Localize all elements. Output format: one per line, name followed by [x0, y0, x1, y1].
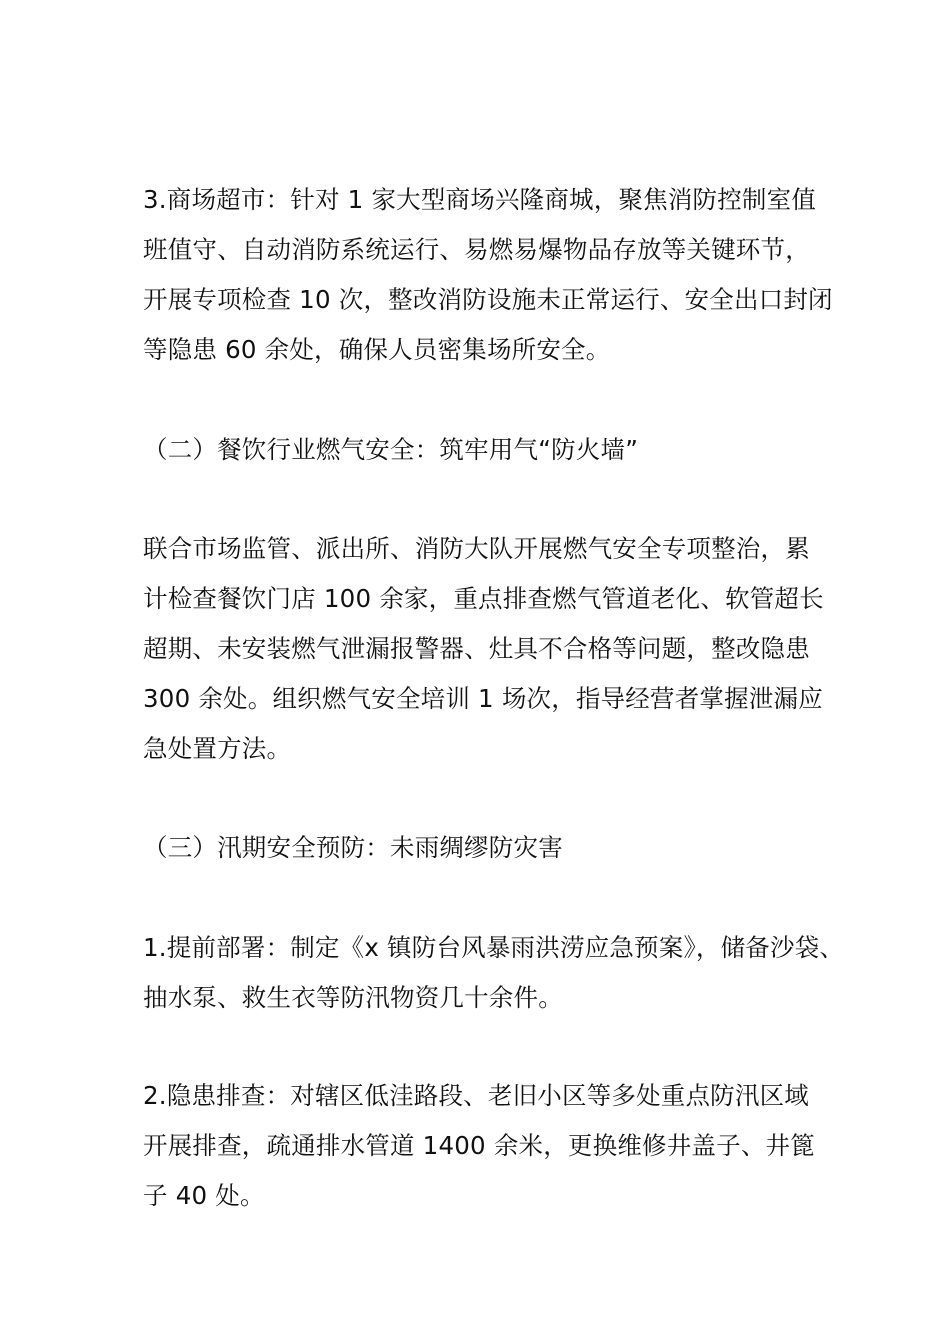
- text-line: 2.隐患排查：对辖区低洼路段、老旧小区等多处重点防汛区域: [143, 1081, 809, 1110]
- text-line: 开展专项检查 10 次，整改消防设施未正常运行、安全出口封闭: [143, 285, 833, 314]
- heading-line: （二）餐饮行业燃气安全：筑牢用气“防火墙”: [143, 435, 639, 464]
- text-line: 班值守、自动消防系统运行、易燃易爆物品存放等关键环节，: [143, 235, 810, 264]
- text-line: 联合市场监管、派出所、消防大队开展燃气安全专项整治，累: [143, 534, 810, 563]
- text-line: 超期、未安装燃气泄漏报警器、灶具不合格等问题，整改隐患: [143, 634, 810, 663]
- text-line: 3.商场超市：针对 1 家大型商场兴隆商城，聚焦消防控制室值: [143, 185, 817, 214]
- text-line: 300 余处。组织燃气安全培训 1 场次，指导经营者掌握泄漏应: [143, 684, 823, 713]
- text-line: 急处置方法。: [143, 734, 292, 763]
- text-line: 计检查餐饮门店 100 余家，重点排查燃气管道老化、软管超长: [143, 584, 824, 613]
- text-line: 抽水泵、救生衣等防汛物资几十余件。: [143, 983, 563, 1012]
- heading-line: （三）汛期安全预防：未雨绸缪防灾害: [143, 833, 563, 862]
- text-line: 1.提前部署：制定《x 镇防台风暴雨洪涝应急预案》，储备沙袋、: [143, 933, 845, 962]
- text-line: 等隐患 60 余处，确保人员密集场所安全。: [143, 335, 611, 364]
- text-line: 开展排查，疏通排水管道 1400 余米，更换维修井盖子、井篦: [143, 1131, 815, 1160]
- text-line: 子 40 处。: [143, 1181, 265, 1210]
